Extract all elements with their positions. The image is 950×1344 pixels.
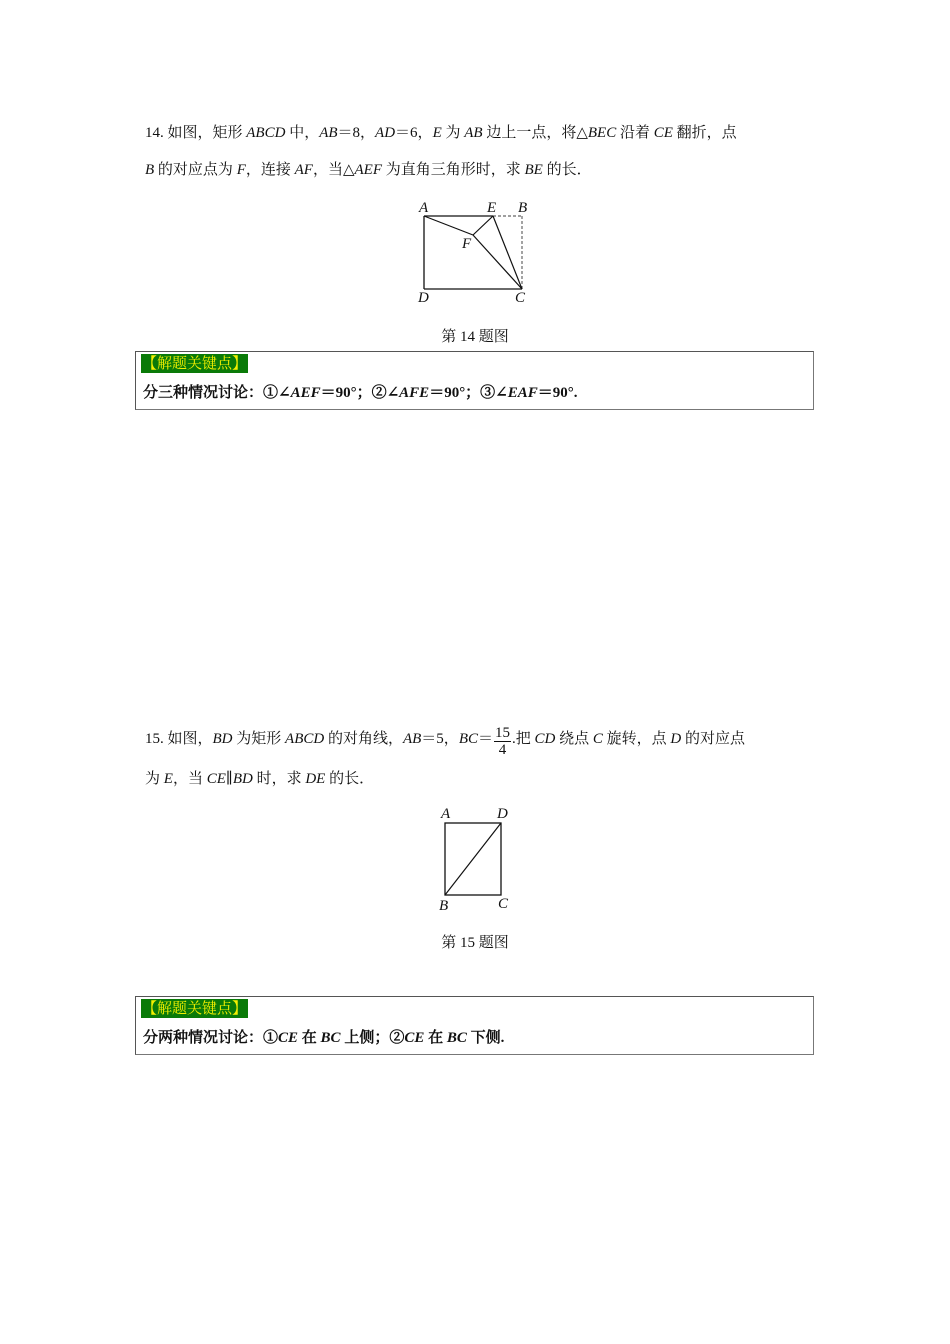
problem-number: 14. [145,125,164,141]
problem-15-line-2 [145,769,815,789]
key-point-badge: 【解题关键点】 [142,354,248,372]
problem-number: 15. [145,730,164,747]
figure-14-caption: 第 14 题图 [441,329,509,345]
key-point-box-14 [135,351,814,410]
fraction-denominator: 4 [498,742,507,758]
fraction-numerator: 15 [495,725,510,741]
rich-text: 为 E，当 CE∥BD 时，求 DE 的长． [145,771,375,787]
rich-text: B 的对应点为 F，连接 AF，当△AEF 为直角三角形时，求 BE 的长． [145,162,592,178]
figure-15-caption: 第 15 题图 [441,935,509,951]
key-point-box-15 [135,996,814,1055]
problem-15-line-1 [145,723,815,756]
key-point-text: 分三种情况讨论：①∠AEF＝90°；②∠AFE＝90°；③∠EAF＝90°. [143,385,578,401]
label-F: F [462,236,472,252]
figure-14 [417,200,527,306]
key-point-text: 分两种情况讨论：①CE 在 BC 上侧；②CE 在 BC 下侧. [143,1030,505,1046]
rich-text: .把 CD 绕点 C 旋转，点 D 的对应点 [512,730,746,747]
rich-text: 如图，BD 为矩形 ABCD 的对角线，AB＝5，BC＝ [167,730,493,747]
label-A: A [441,806,451,822]
label-A: A [419,200,429,216]
label-B: B [439,898,449,914]
label-D: D [418,290,429,306]
label-E: E [487,200,497,216]
label-C: C [515,290,526,306]
label-B: B [518,200,528,216]
figure-15 [439,806,509,914]
key-point-badge: 【解题关键点】 [142,999,248,1017]
label-D: D [497,806,508,822]
label-C: C [498,896,509,912]
rich-text: 如图，矩形 ABCD 中，AB＝8，AD＝6，E 为 AB 边上一点，将△BEC 沿着 CE 翻折，点 [167,125,737,141]
fraction-15-over-4 [494,725,511,758]
